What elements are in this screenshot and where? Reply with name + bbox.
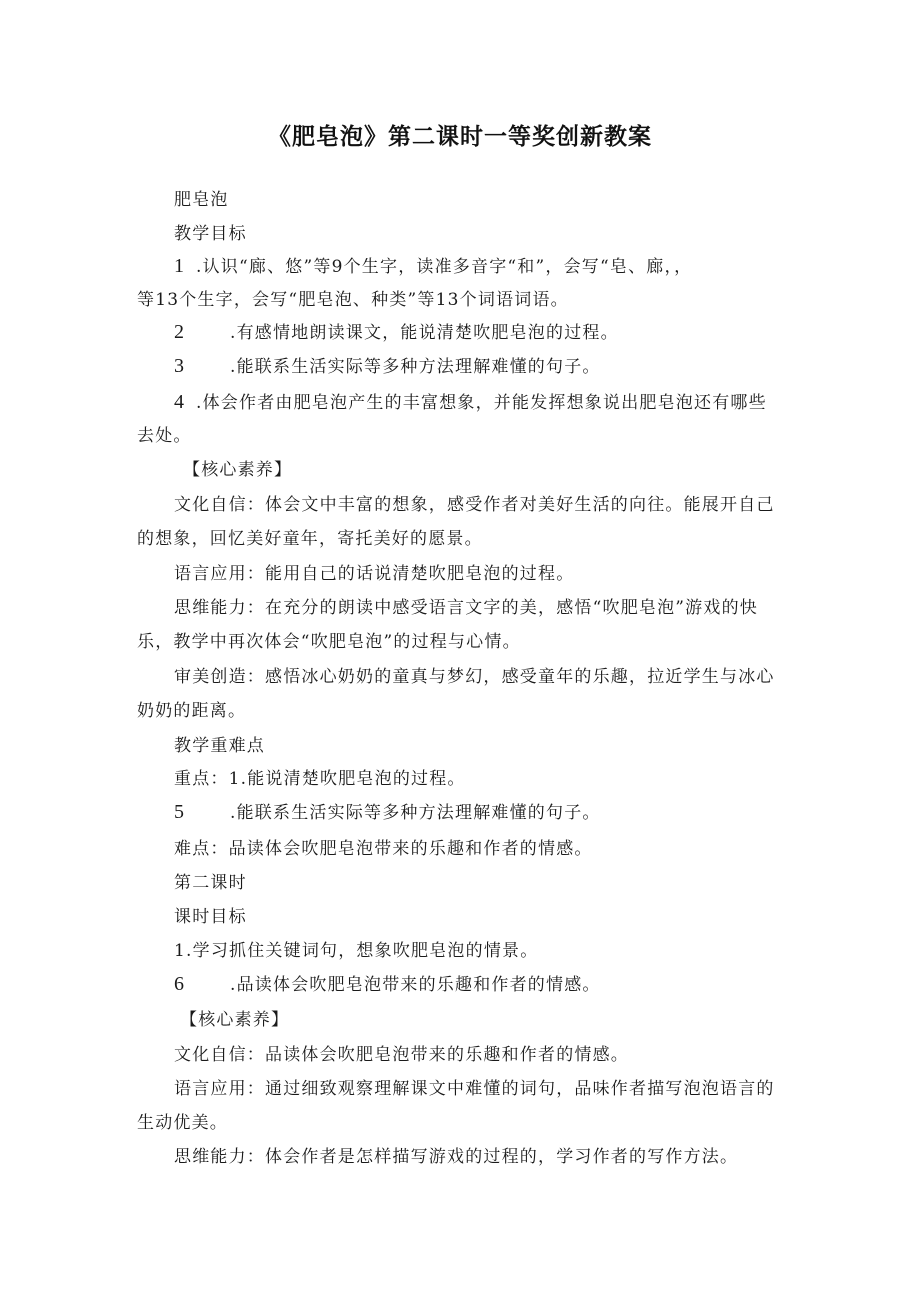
paragraph-line: 去处。 (137, 426, 192, 446)
paragraph-line: 语言应用：能用自己的话说清楚吹肥皂泡的过程。 (174, 564, 575, 584)
page-title: 《肥皂泡》第二课时一等奖创新教案 (268, 124, 652, 150)
paragraph-text: .认识“廊、悠”等9个生字，读准多音字“和”，会写“皂、廊，， (196, 257, 693, 277)
list-number: 3 (174, 355, 186, 377)
list-number: 6 (174, 973, 186, 995)
section-heading: 第二课时 (174, 873, 247, 893)
paragraph-line: 奶奶的距离。 (137, 701, 247, 721)
objective-1 (174, 255, 794, 278)
paragraph-text: .品读体会吹肥皂泡带来的乐趣和作者的情感。 (230, 975, 601, 995)
paragraph-text: .能联系生活实际等多种方法理解难懂的句子。 (230, 803, 601, 823)
paragraph-text: .能联系生活实际等多种方法理解难懂的句子。 (230, 357, 601, 377)
paragraph-line: 生动优美。 (137, 1113, 228, 1133)
paragraph-text: .有感情地朗读课文，能说清楚吹肥皂泡的过程。 (230, 323, 619, 343)
paragraph-line: 重点：1.能说清楚吹肥皂泡的过程。 (174, 769, 466, 789)
objective-2 (174, 321, 794, 344)
section-heading: 【核心素养】 (180, 1010, 290, 1030)
paragraph-line: 语言应用：通过细致观察理解课文中难懂的词句，品味作者描写泡泡语言的 (174, 1079, 775, 1099)
paragraph-line: 思维能力：在充分的朗读中感受语言文字的美，感悟“吹肥皂泡”游戏的快 (174, 598, 758, 618)
list-number: 4 (174, 391, 186, 413)
section-heading: 【核心素养】 (183, 460, 293, 480)
paragraph-line: 思维能力：体会作者是怎样描写游戏的过程的，学习作者的写作方法。 (174, 1147, 739, 1167)
paragraph-line: 文化自信：品读体会吹肥皂泡带来的乐趣和作者的情感。 (174, 1045, 629, 1065)
list-number: 2 (174, 321, 186, 343)
paragraph-text: .体会作者由肥皂泡产生的丰富想象，并能发挥想象说出肥皂泡还有哪些 (196, 393, 767, 413)
paragraph-line: 乐，教学中再次体会“吹肥皂泡”的过程与心情。 (137, 632, 521, 652)
paragraph-line: 文化自信：体会文中丰富的想象，感受作者对美好生活的向往。能展开自己 (174, 495, 775, 515)
objective-3 (174, 355, 794, 378)
section-heading: 课时目标 (174, 907, 247, 927)
objective-4 (174, 391, 794, 414)
paragraph-line: 等13个生字，会写“肥皂泡、种类”等13个词语词语。 (137, 290, 569, 310)
list-item-5 (174, 801, 794, 824)
paragraph-line: 的想象，回忆美好童年，寄托美好的愿景。 (137, 529, 483, 549)
lesson-name: 肥皂泡 (174, 190, 229, 210)
paragraph-line: 审美创造：感悟冰心奶奶的童真与梦幻，感受童年的乐趣，拉近学生与冰心 (174, 667, 775, 687)
list-number: 1 (174, 255, 186, 277)
section-heading: 教学目标 (174, 224, 247, 244)
list-number: 5 (174, 801, 186, 823)
paragraph-line: 1.学习抓住关键词句，想象吹肥皂泡的情景。 (174, 941, 539, 961)
list-item-6 (174, 973, 794, 996)
section-heading: 教学重难点 (174, 736, 265, 756)
paragraph-line: 难点：品读体会吹肥皂泡带来的乐趣和作者的情感。 (174, 839, 593, 859)
